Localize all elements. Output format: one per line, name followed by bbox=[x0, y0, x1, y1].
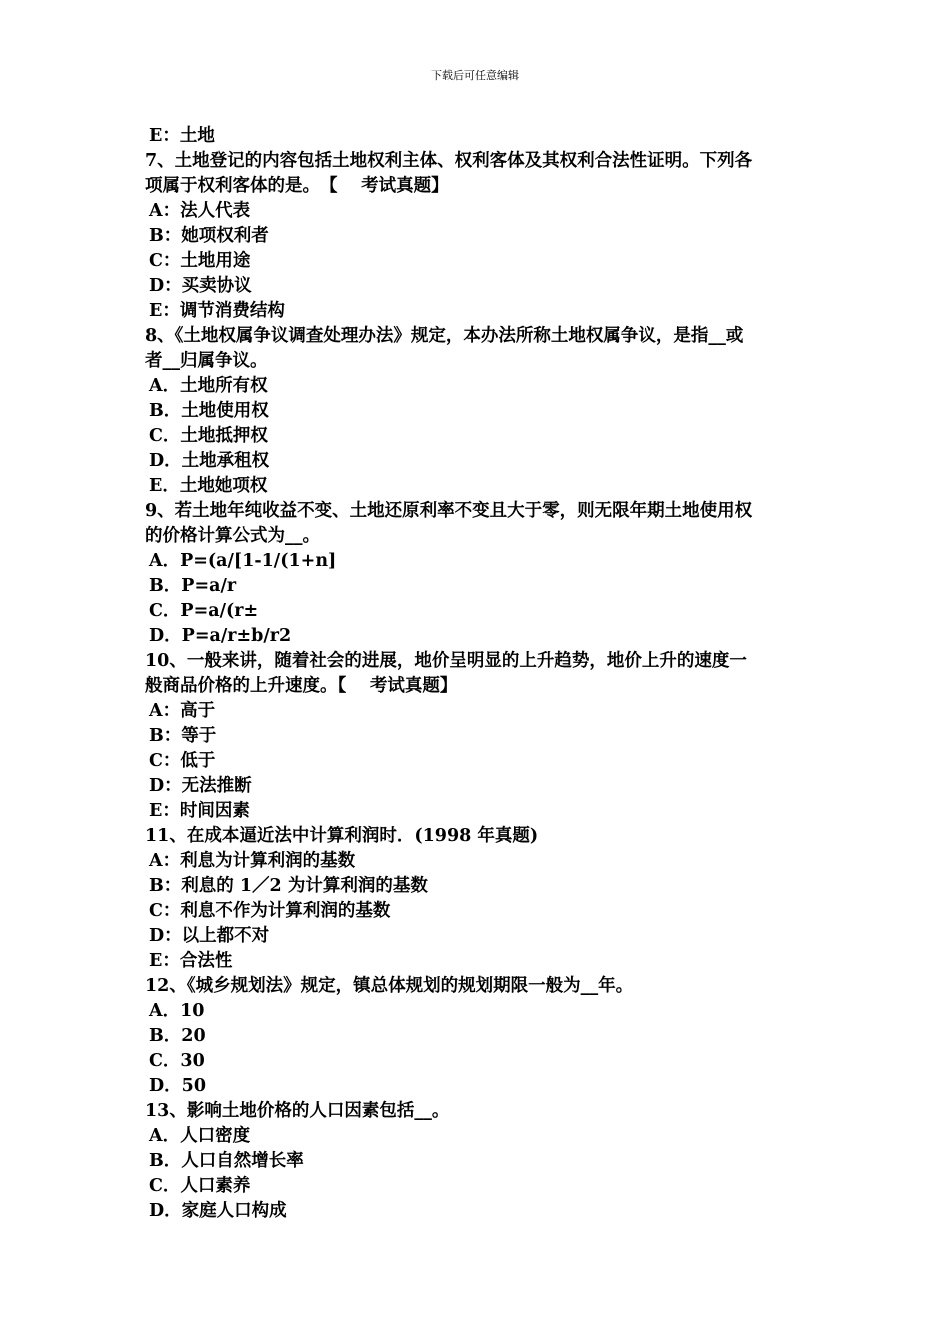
answer-option: B：利息的 1／2 为计算利润的基数 bbox=[149, 876, 428, 896]
answer-option: B．P=a/r bbox=[149, 576, 237, 596]
answer-option: B．土地使用权 bbox=[149, 401, 269, 421]
answer-option: D．土地承租权 bbox=[149, 451, 270, 471]
answer-option: E．土地她项权 bbox=[149, 476, 268, 496]
question-text: 7、土地登记的内容包括土地权利主体、权利客体及其权利合法性证明。下列各 bbox=[145, 151, 753, 171]
question-text: 10、一般来讲，随着社会的进展，地价呈明显的上升趋势，地价上升的速度一 bbox=[145, 651, 747, 671]
answer-option: D．P=a/r±b/r2 bbox=[149, 626, 292, 646]
question-text: 13、影响土地价格的人口因素包括__。 bbox=[145, 1101, 450, 1121]
page-header: 下载后可任意编辑 bbox=[431, 69, 519, 82]
answer-option: D：买卖协议 bbox=[149, 276, 252, 296]
answer-option: E：时间因素 bbox=[149, 801, 250, 821]
answer-option: C．人口素养 bbox=[149, 1176, 251, 1196]
answer-option: C．P=a/(r± bbox=[149, 601, 259, 621]
answer-option: D：以上都不对 bbox=[149, 926, 270, 946]
answer-option: D．家庭人口构成 bbox=[149, 1201, 287, 1221]
answer-option: A：高于 bbox=[149, 701, 216, 721]
answer-option: B：等于 bbox=[149, 726, 217, 746]
question-text: 11、在成本逼近法中计算利润时．(1998 年真题) bbox=[145, 826, 539, 846]
question-text: 项属于权利客体的是。 【 考试真题】 bbox=[145, 176, 449, 196]
answer-option: A．土地所有权 bbox=[149, 376, 268, 396]
question-text: 般商品价格的上升速度。【 考试真题】 bbox=[145, 676, 458, 696]
question-text: 的价格计算公式为__。 bbox=[145, 526, 320, 546]
answer-option: E：土地 bbox=[149, 126, 215, 146]
answer-option: A．人口密度 bbox=[149, 1126, 251, 1146]
answer-option: A．P=(a/[1-1/(1+n] bbox=[149, 551, 337, 571]
answer-option: B．人口自然增长率 bbox=[149, 1151, 304, 1171]
answer-option: A：利息为计算利润的基数 bbox=[149, 851, 356, 871]
answer-option: E：合法性 bbox=[149, 951, 233, 971]
answer-option: D：无法推断 bbox=[149, 776, 252, 796]
question-text: 12、《城乡规划法》规定，镇总体规划的规划期限一般为__年。 bbox=[145, 976, 634, 996]
answer-option: B：她项权利者 bbox=[149, 226, 269, 246]
question-text: 9、若土地年纯收益不变、土地还原利率不变且大于零，则无限年期土地使用权 bbox=[145, 501, 753, 521]
answer-option: B．20 bbox=[149, 1026, 206, 1046]
answer-option: C．土地抵押权 bbox=[149, 426, 268, 446]
answer-option: C：土地用途 bbox=[149, 251, 251, 271]
answer-option: C．30 bbox=[149, 1051, 205, 1071]
answer-option: E：调节消费结构 bbox=[149, 301, 285, 321]
answer-option: C：低于 bbox=[149, 751, 216, 771]
answer-option: C：利息不作为计算利润的基数 bbox=[149, 901, 391, 921]
answer-option: A：法人代表 bbox=[149, 201, 251, 221]
document-body bbox=[145, 124, 810, 1224]
question-text: 者__归属争议。 bbox=[145, 351, 268, 371]
question-text: 8、《土地权属争议调查处理办法》规定，本办法所称土地权属争议，是指__或 bbox=[145, 326, 744, 346]
answer-option: A．10 bbox=[149, 1001, 205, 1021]
answer-option: D．50 bbox=[149, 1076, 207, 1096]
